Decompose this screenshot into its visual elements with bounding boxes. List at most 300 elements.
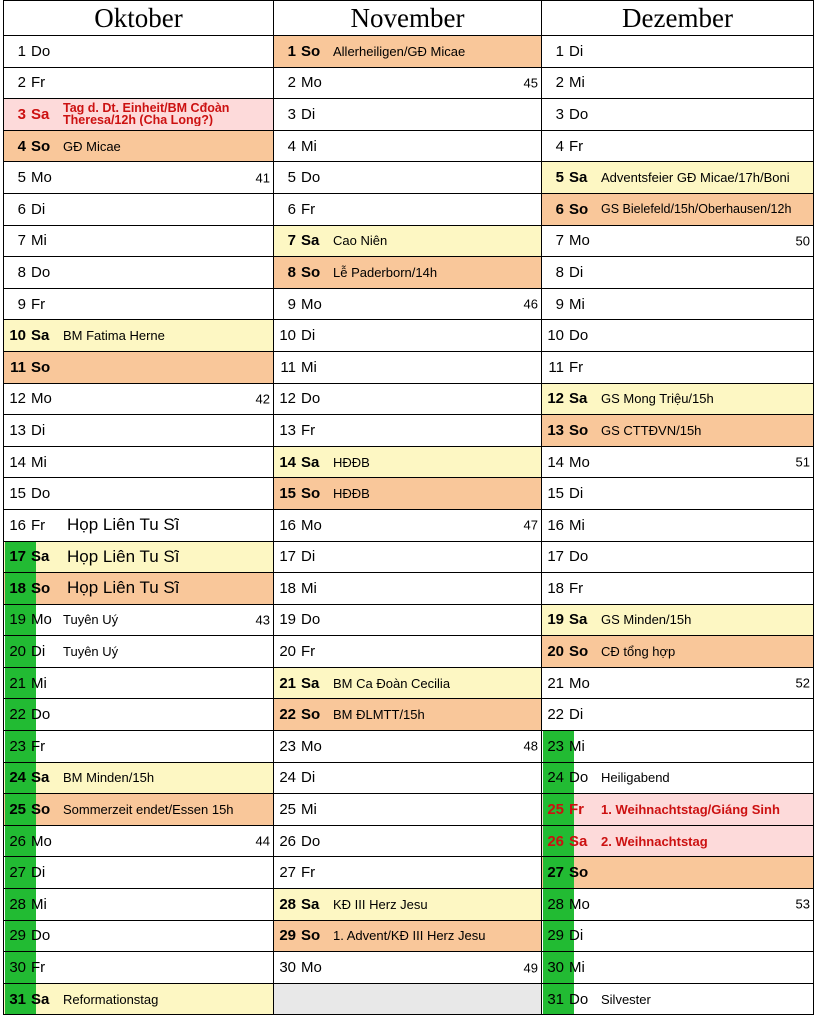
week-number: 42	[255, 391, 270, 407]
day-number: 23	[547, 737, 564, 755]
day-number: 19	[547, 611, 564, 629]
day-row	[273, 826, 541, 858]
day-number: 20	[279, 643, 296, 661]
day-number: 16	[279, 516, 296, 534]
day-row	[541, 447, 814, 479]
event-text: Sommerzeit endet/Essen 15h	[63, 802, 234, 818]
day-row	[273, 984, 541, 1016]
week-number: 44	[255, 833, 270, 849]
day-row	[541, 320, 814, 352]
day-row	[273, 542, 541, 574]
weekday: Mi	[301, 579, 317, 597]
day-row	[3, 636, 273, 668]
day-number: 22	[9, 706, 26, 724]
weekday: Mi	[569, 74, 585, 92]
weekday: So	[569, 200, 589, 218]
weekday: Mi	[31, 453, 47, 471]
day-number: 24	[279, 769, 296, 787]
day-row	[273, 605, 541, 637]
weekday: Di	[569, 706, 584, 724]
day-row	[273, 921, 541, 953]
weekday: Mo	[301, 295, 322, 313]
weekday: Sa	[569, 390, 588, 408]
weekday: So	[31, 579, 51, 597]
day-row	[541, 636, 814, 668]
day-number: 16	[547, 516, 564, 534]
day-row	[273, 636, 541, 668]
month-column-dezember	[541, 0, 814, 1022]
day-number: 27	[9, 864, 26, 882]
day-number: 31	[547, 990, 564, 1008]
day-row	[273, 99, 541, 131]
day-number: 7	[555, 232, 564, 250]
day-row	[273, 573, 541, 605]
event-text: Silvester	[601, 991, 651, 1007]
event-text: Heiligabend	[601, 770, 670, 786]
day-row	[3, 605, 273, 637]
weekday: Do	[301, 611, 321, 629]
day-row	[541, 257, 814, 289]
day-number: 26	[279, 832, 296, 850]
day-number: 24	[9, 769, 26, 787]
event-text: BM ĐLMTT/15h	[333, 707, 425, 723]
day-row	[3, 510, 273, 542]
day-row	[273, 952, 541, 984]
day-number: 13	[279, 421, 296, 439]
day-number: 25	[547, 801, 564, 819]
weekday: So	[31, 801, 51, 819]
weekday: Di	[569, 485, 584, 503]
day-number: 16	[9, 516, 26, 534]
day-row	[3, 194, 273, 226]
day-row	[541, 131, 814, 163]
day-row	[3, 731, 273, 763]
day-row	[541, 542, 814, 574]
weekday: Mo	[301, 737, 322, 755]
week-number: 41	[255, 170, 270, 186]
day-row	[541, 162, 814, 194]
day-number: 10	[279, 327, 296, 345]
day-number: 3	[17, 105, 26, 123]
day-row	[541, 826, 814, 858]
day-row	[3, 794, 273, 826]
day-row	[3, 131, 273, 163]
weekday: Do	[31, 706, 51, 724]
weekday: Sa	[301, 895, 320, 913]
weekday: Sa	[569, 611, 588, 629]
day-number: 30	[9, 959, 26, 977]
weekday: So	[301, 42, 321, 60]
day-number: 17	[9, 548, 26, 566]
day-number: 29	[279, 927, 296, 945]
day-row	[3, 478, 273, 510]
day-row	[541, 984, 814, 1016]
weekday: Mi	[301, 358, 317, 376]
day-number: 30	[279, 959, 296, 977]
event-text: Họp Liên Tu Sĩ	[67, 515, 180, 535]
day-row	[273, 857, 541, 889]
day-row	[273, 447, 541, 479]
week-number: 53	[795, 896, 810, 912]
weekday: Sa	[31, 990, 50, 1008]
day-row	[3, 68, 273, 100]
weekday: Fr	[569, 579, 584, 597]
weekday: Di	[569, 42, 584, 60]
event-text: KĐ III Herz Jesu	[333, 896, 428, 912]
weekday: Di	[301, 327, 316, 345]
day-number: 1	[17, 42, 26, 60]
day-row	[273, 731, 541, 763]
day-row	[3, 162, 273, 194]
day-number: 19	[9, 611, 26, 629]
weekday: Fr	[31, 295, 46, 313]
weekday: Sa	[569, 169, 588, 187]
week-number: 49	[523, 960, 538, 976]
weekday: So	[301, 706, 321, 724]
weekday: Mi	[31, 674, 47, 692]
day-row	[273, 162, 541, 194]
day-number: 26	[547, 832, 564, 850]
day-number: 3	[555, 105, 564, 123]
weekday: Sa	[569, 832, 588, 850]
weekday: Mi	[569, 737, 585, 755]
event-text: Tag d. Dt. Einheit/BM Cđoàn Theresa/12h (Cha Long?)	[63, 102, 230, 127]
day-row	[541, 510, 814, 542]
day-number: 9	[287, 295, 296, 313]
day-row	[541, 889, 814, 921]
event-text: 1. Weihnachtstag/Giáng Sinh	[601, 802, 780, 818]
event-text: GĐ Micae	[63, 138, 121, 154]
day-number: 13	[9, 421, 26, 439]
day-number: 29	[547, 927, 564, 945]
day-number: 24	[547, 769, 564, 787]
day-row	[273, 68, 541, 100]
day-number: 22	[547, 706, 564, 724]
day-row	[273, 320, 541, 352]
weekday: Di	[569, 927, 584, 945]
weekday: Do	[301, 832, 321, 850]
weekday: Do	[569, 327, 589, 345]
weekday: Di	[569, 263, 584, 281]
day-number: 28	[9, 895, 26, 913]
event-text: Tuyên Uý	[63, 612, 119, 628]
day-number: 1	[287, 42, 296, 60]
weekday: So	[301, 927, 321, 945]
weekday: Di	[31, 864, 46, 882]
day-row	[3, 921, 273, 953]
day-number: 18	[279, 579, 296, 597]
day-row	[273, 131, 541, 163]
day-row	[541, 36, 814, 68]
weekday: Mi	[569, 959, 585, 977]
day-row	[3, 699, 273, 731]
week-number: 52	[795, 675, 810, 691]
day-row	[273, 763, 541, 795]
event-text: Reformationstag	[63, 991, 159, 1007]
weekday: Fr	[569, 137, 584, 155]
day-row	[273, 257, 541, 289]
weekday: Do	[31, 42, 51, 60]
week-number: 50	[795, 233, 810, 249]
weekday: Sa	[31, 105, 50, 123]
day-number: 3	[287, 105, 296, 123]
weekday: Sa	[301, 674, 320, 692]
day-row	[541, 352, 814, 384]
day-row	[273, 384, 541, 416]
weekday: Sa	[31, 548, 50, 566]
day-list	[273, 36, 541, 1015]
weekday: Mo	[569, 895, 590, 913]
day-number: 9	[17, 295, 26, 313]
day-row	[3, 763, 273, 795]
weekday: Mi	[301, 137, 317, 155]
event-text: Tuyên Uý	[63, 644, 119, 660]
day-number: 15	[9, 485, 26, 503]
day-list	[541, 36, 814, 1015]
day-number: 12	[547, 390, 564, 408]
day-number: 21	[279, 674, 296, 692]
month-column-oktober	[3, 0, 273, 1022]
day-number: 15	[547, 485, 564, 503]
day-number: 11	[10, 358, 26, 376]
day-number: 23	[9, 737, 26, 755]
day-row	[541, 952, 814, 984]
day-row	[3, 573, 273, 605]
weekday: Do	[569, 105, 589, 123]
day-row	[541, 605, 814, 637]
event-text: GS Mong Triệu/15h	[601, 391, 714, 407]
day-number: 27	[547, 864, 564, 882]
day-number: 20	[9, 643, 26, 661]
day-number: 25	[279, 801, 296, 819]
weekday: Fr	[31, 959, 46, 977]
weekday: Mo	[31, 169, 52, 187]
day-row	[541, 194, 814, 226]
weekday: Fr	[31, 74, 46, 92]
day-row	[3, 826, 273, 858]
day-row	[541, 857, 814, 889]
weekday: So	[569, 421, 589, 439]
day-number: 18	[547, 579, 564, 597]
calendar	[3, 0, 814, 1022]
weekday: Di	[31, 421, 46, 439]
event-text: Họp Liên Tu Sĩ	[67, 546, 180, 566]
day-row	[541, 731, 814, 763]
day-number: 7	[287, 232, 296, 250]
event-text: Allerheiligen/GĐ Micae	[333, 43, 466, 59]
weekday: Do	[301, 390, 321, 408]
weekday: Mi	[31, 895, 47, 913]
weekday: Mi	[301, 801, 317, 819]
weekday: Fr	[31, 737, 46, 755]
week-number: 47	[523, 517, 538, 533]
event-text: BM Minden/15h	[63, 770, 155, 786]
day-row	[3, 447, 273, 479]
weekday: Fr	[301, 200, 316, 218]
day-row	[273, 194, 541, 226]
weekday: Di	[301, 769, 316, 787]
day-number: 4	[287, 137, 296, 155]
day-row	[541, 763, 814, 795]
weekday: So	[301, 485, 321, 503]
day-row	[273, 668, 541, 700]
day-row	[541, 668, 814, 700]
day-row	[3, 384, 273, 416]
day-number: 20	[547, 643, 564, 661]
day-number: 10	[547, 327, 564, 345]
day-row	[273, 352, 541, 384]
event-text: Lễ Paderborn/14h	[333, 264, 438, 280]
day-number: 13	[547, 421, 564, 439]
day-row	[541, 289, 814, 321]
day-number: 23	[279, 737, 296, 755]
weekday: Sa	[301, 453, 320, 471]
day-list	[3, 36, 273, 1015]
day-number: 31	[9, 990, 26, 1008]
day-row	[273, 510, 541, 542]
day-row	[273, 289, 541, 321]
weekday: Di	[301, 548, 316, 566]
day-number: 12	[279, 390, 296, 408]
weekday: Sa	[31, 769, 50, 787]
week-number: 51	[795, 454, 810, 470]
day-number: 25	[9, 801, 26, 819]
weekday: So	[569, 864, 589, 882]
weekday: Mo	[31, 832, 52, 850]
day-number: 15	[279, 485, 296, 503]
event-text: Họp Liên Tu Sĩ	[67, 578, 180, 598]
weekday: Mo	[301, 74, 322, 92]
day-number: 30	[547, 959, 564, 977]
day-number: 14	[279, 453, 296, 471]
day-number: 29	[9, 927, 26, 945]
day-row	[273, 794, 541, 826]
weekday: So	[301, 263, 321, 281]
week-number: 43	[255, 612, 270, 628]
weekday: Do	[31, 263, 51, 281]
weekday: Mo	[569, 453, 590, 471]
weekday: So	[569, 643, 589, 661]
day-row	[3, 320, 273, 352]
day-row	[273, 415, 541, 447]
day-number: 5	[17, 169, 26, 187]
weekday: So	[31, 358, 51, 376]
day-row	[3, 415, 273, 447]
day-number: 5	[555, 169, 564, 187]
day-row	[3, 857, 273, 889]
weekday: Mi	[569, 295, 585, 313]
weekday: Do	[569, 548, 589, 566]
day-row	[273, 699, 541, 731]
event-text: BM Ca Đoàn Cecilia	[333, 675, 451, 691]
month-header: November	[273, 0, 541, 36]
day-number: 21	[9, 674, 26, 692]
day-row	[3, 99, 273, 131]
weekday: Do	[31, 927, 51, 945]
day-number: 14	[547, 453, 564, 471]
day-number: 19	[279, 611, 296, 629]
weekday: Mo	[569, 674, 590, 692]
day-number: 6	[555, 200, 564, 218]
day-number: 28	[547, 895, 564, 913]
month-column-november	[273, 0, 541, 1022]
day-number: 22	[279, 706, 296, 724]
event-text: GS Bielefeld/15h/Oberhausen/12h	[601, 203, 792, 216]
weekday: Sa	[301, 232, 320, 250]
day-number: 11	[548, 358, 564, 376]
day-number: 8	[17, 263, 26, 281]
event-text: CĐ tổng hợp	[601, 644, 676, 660]
day-row	[3, 289, 273, 321]
weekday: Mo	[31, 611, 52, 629]
weekday: Mo	[301, 516, 322, 534]
weekday: Fr	[569, 358, 584, 376]
weekday: Mo	[569, 232, 590, 250]
weekday: Mi	[31, 232, 47, 250]
day-number: 28	[279, 895, 296, 913]
day-row	[541, 68, 814, 100]
day-row	[541, 99, 814, 131]
day-number: 11	[280, 358, 296, 376]
day-number: 17	[279, 548, 296, 566]
day-number: 18	[9, 579, 26, 597]
weekday: Di	[301, 105, 316, 123]
day-row	[273, 226, 541, 258]
month-header: Oktober	[3, 0, 273, 36]
event-text: 1. Advent/KĐ III Herz Jesu	[333, 928, 486, 944]
day-row	[541, 794, 814, 826]
weekday: Mo	[31, 390, 52, 408]
day-number: 26	[9, 832, 26, 850]
day-number: 1	[555, 42, 564, 60]
day-number: 5	[287, 169, 296, 187]
weekday: So	[31, 137, 51, 155]
weekday: Di	[31, 643, 46, 661]
weekday: Fr	[301, 421, 316, 439]
day-row	[3, 36, 273, 68]
event-text: 2. Weihnachtstag	[601, 833, 708, 849]
day-row	[541, 921, 814, 953]
day-number: 8	[555, 263, 564, 281]
day-row	[273, 36, 541, 68]
day-row	[541, 415, 814, 447]
event-text: GS Minden/15h	[601, 612, 692, 628]
weekday: Mi	[569, 516, 585, 534]
event-text: HĐĐB	[333, 486, 370, 502]
weekday: Do	[301, 169, 321, 187]
day-number: 12	[9, 390, 26, 408]
weekday: Do	[569, 769, 589, 787]
weekday: Mo	[301, 959, 322, 977]
day-row	[273, 478, 541, 510]
weekday: Do	[31, 485, 51, 503]
day-number: 9	[555, 295, 564, 313]
weekday: Fr	[569, 801, 584, 819]
day-row	[3, 984, 273, 1016]
day-row	[3, 542, 273, 574]
weekday: Do	[569, 990, 589, 1008]
day-number: 6	[17, 200, 26, 218]
week-number: 45	[523, 75, 538, 91]
event-text: GS CTTĐVN/15h	[601, 422, 702, 438]
day-number: 10	[9, 327, 26, 345]
day-number: 7	[17, 232, 26, 250]
event-text: Adventsfeier GĐ Micae/17h/Boni	[601, 170, 790, 186]
day-number: 4	[555, 137, 564, 155]
day-row	[3, 257, 273, 289]
day-number: 17	[547, 548, 564, 566]
day-row	[541, 384, 814, 416]
